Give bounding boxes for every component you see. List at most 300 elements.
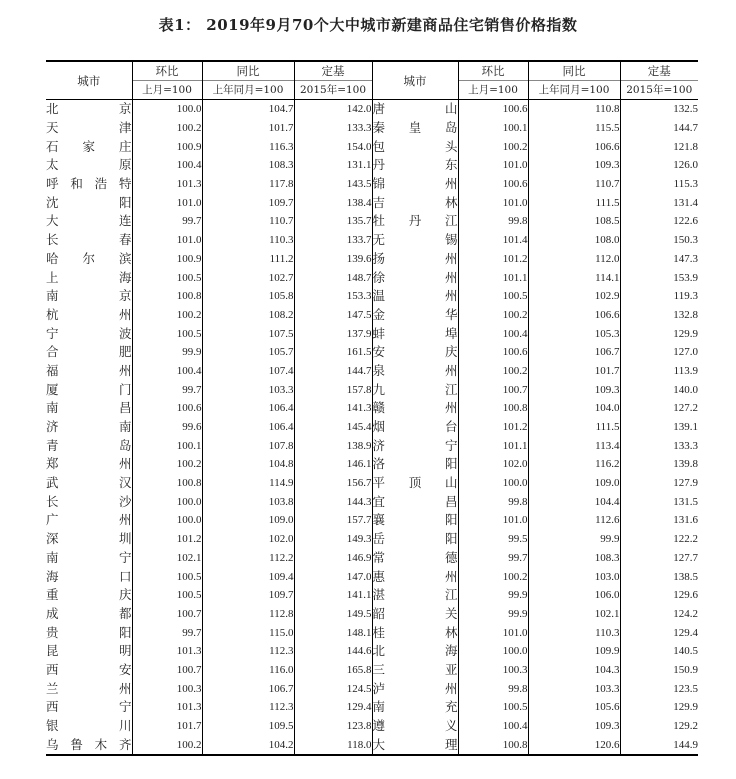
- right-city-cell: 济宁: [372, 436, 458, 455]
- right-city-cell: 岳阳: [372, 530, 458, 549]
- left-city-cell: 天津: [46, 120, 132, 136]
- left-mom-cell: 99.9: [132, 343, 202, 362]
- left-mom-cell: 99.7: [132, 380, 202, 399]
- left-fixed-cell: 146.1: [294, 455, 372, 474]
- left-mom-cell: 100.1: [132, 436, 202, 455]
- right-fixed-cell: 127.7: [620, 549, 698, 568]
- left-city-cell: 呼和浩特: [46, 176, 132, 192]
- left-fixed-cell: 147.5: [294, 306, 372, 325]
- left-mom-cell: 100.4: [132, 156, 202, 175]
- table-row: [46, 735, 698, 755]
- right-city-cell: 北海: [372, 642, 458, 661]
- left-mom-cell: 100.2: [132, 455, 202, 474]
- left-yoy-cell: 109.4: [202, 567, 294, 586]
- right-city-cell: 韶关: [372, 605, 458, 624]
- left-city-cell: 大连: [46, 213, 132, 229]
- table-row: [46, 474, 698, 493]
- right-mom-cell: 99.8: [458, 492, 528, 511]
- left-mom-cell: 99.6: [132, 418, 202, 437]
- left-city-cell: 杭州: [46, 306, 132, 322]
- right-mom-cell: 101.0: [458, 156, 528, 175]
- left-yoy-cell: 109.5: [202, 717, 294, 736]
- right-yoy-cell: 101.7: [528, 362, 620, 381]
- right-mom-cell: 101.1: [458, 268, 528, 287]
- table-row: [46, 343, 698, 362]
- table-row: [46, 119, 698, 138]
- header-fixed-left: 定基: [294, 61, 372, 81]
- left-yoy-cell: 106.4: [202, 399, 294, 418]
- left-city-cell: 郑州: [46, 456, 132, 472]
- left-mom-cell: 101.3: [132, 175, 202, 194]
- right-city-cell: 三亚: [372, 661, 458, 680]
- right-mom-cell: 100.2: [458, 137, 528, 156]
- right-yoy-cell: 102.9: [528, 287, 620, 306]
- left-mom-cell: 99.7: [132, 212, 202, 231]
- left-fixed-cell: 148.7: [294, 268, 372, 287]
- right-yoy-cell: 113.4: [528, 436, 620, 455]
- header-mom-base-right: 上月=100: [458, 81, 528, 100]
- table-row: [46, 623, 698, 642]
- header-fixed-base-right: 2015年=100: [620, 81, 698, 100]
- right-city-cell: 唐山: [372, 100, 458, 119]
- left-mom-cell: 100.9: [132, 250, 202, 269]
- table-row: [46, 492, 698, 511]
- right-city-cell: 锦州: [372, 175, 458, 194]
- left-yoy-cell: 116.3: [202, 137, 294, 156]
- right-city-cell: 徐州: [372, 268, 458, 287]
- right-mom-cell: 100.4: [458, 324, 528, 343]
- right-mom-cell: 101.0: [458, 623, 528, 642]
- table-row: [46, 642, 698, 661]
- left-fixed-cell: 139.6: [294, 250, 372, 269]
- right-yoy-cell: 115.5: [528, 119, 620, 138]
- left-yoy-cell: 104.8: [202, 455, 294, 474]
- table-row: [46, 567, 698, 586]
- table-row: [46, 362, 698, 381]
- left-yoy-cell: 108.3: [202, 156, 294, 175]
- left-city-cell: 北京: [46, 101, 132, 117]
- left-yoy-cell: 104.2: [202, 735, 294, 755]
- left-mom-cell: 100.3: [132, 679, 202, 698]
- header-yoy-left: 同比: [202, 61, 294, 81]
- left-city-cell: 深圳: [46, 531, 132, 547]
- right-city-cell: 无锡: [372, 231, 458, 250]
- table-row: [46, 399, 698, 418]
- left-yoy-cell: 106.7: [202, 679, 294, 698]
- left-mom-cell: 99.7: [132, 623, 202, 642]
- left-yoy-cell: 102.7: [202, 268, 294, 287]
- right-yoy-cell: 108.5: [528, 212, 620, 231]
- left-city-cell: 海口: [46, 568, 132, 584]
- left-yoy-cell: 109.7: [202, 586, 294, 605]
- left-fixed-cell: 141.3: [294, 399, 372, 418]
- left-fixed-cell: 148.1: [294, 623, 372, 642]
- left-city-cell: 哈尔滨: [46, 250, 132, 266]
- left-city-cell: 长春: [46, 232, 132, 248]
- right-mom-cell: 99.9: [458, 605, 528, 624]
- right-mom-cell: 99.7: [458, 549, 528, 568]
- right-yoy-cell: 108.3: [528, 549, 620, 568]
- right-mom-cell: 100.2: [458, 567, 528, 586]
- right-fixed-cell: 150.3: [620, 231, 698, 250]
- left-fixed-cell: 145.4: [294, 418, 372, 437]
- left-yoy-cell: 105.8: [202, 287, 294, 306]
- left-yoy-cell: 112.3: [202, 698, 294, 717]
- right-fixed-cell: 140.5: [620, 642, 698, 661]
- left-fixed-cell: 141.1: [294, 586, 372, 605]
- left-fixed-cell: 157.8: [294, 380, 372, 399]
- left-fixed-cell: 138.4: [294, 193, 372, 212]
- right-yoy-cell: 102.1: [528, 605, 620, 624]
- left-city-cell: 合肥: [46, 344, 132, 360]
- left-yoy-cell: 112.2: [202, 549, 294, 568]
- left-fixed-cell: 147.0: [294, 567, 372, 586]
- left-city-cell: 重庆: [46, 587, 132, 603]
- left-mom-cell: 101.0: [132, 193, 202, 212]
- header-mom-base-left: 上月=100: [132, 81, 202, 100]
- left-mom-cell: 100.0: [132, 100, 202, 119]
- right-yoy-cell: 104.3: [528, 661, 620, 680]
- left-mom-cell: 100.7: [132, 605, 202, 624]
- table-row: [46, 212, 698, 231]
- left-yoy-cell: 109.0: [202, 511, 294, 530]
- left-mom-cell: 100.9: [132, 137, 202, 156]
- left-fixed-cell: 144.6: [294, 642, 372, 661]
- table-row: [46, 268, 698, 287]
- left-yoy-cell: 102.0: [202, 530, 294, 549]
- left-fixed-cell: 135.7: [294, 212, 372, 231]
- left-yoy-cell: 107.5: [202, 324, 294, 343]
- right-mom-cell: 101.2: [458, 250, 528, 269]
- right-mom-cell: 100.4: [458, 717, 528, 736]
- left-mom-cell: 101.7: [132, 717, 202, 736]
- left-yoy-cell: 106.4: [202, 418, 294, 437]
- right-yoy-cell: 111.5: [528, 418, 620, 437]
- header-yoy-base-left: 上年同月=100: [202, 81, 294, 100]
- left-mom-cell: 102.1: [132, 549, 202, 568]
- left-city-cell: 福州: [46, 362, 132, 378]
- table-title: 表1： 2019年9月70个大中城市新建商品住宅销售价格指数: [158, 16, 578, 34]
- right-fixed-cell: 133.3: [620, 436, 698, 455]
- left-city-cell: 贵阳: [46, 624, 132, 640]
- left-fixed-cell: 149.3: [294, 530, 372, 549]
- left-fixed-cell: 123.8: [294, 717, 372, 736]
- right-fixed-cell: 122.6: [620, 212, 698, 231]
- left-mom-cell: 101.3: [132, 642, 202, 661]
- right-fixed-cell: 121.8: [620, 137, 698, 156]
- right-fixed-cell: 132.5: [620, 100, 698, 119]
- left-city-cell: 成都: [46, 605, 132, 621]
- left-mom-cell: 100.7: [132, 661, 202, 680]
- right-mom-cell: 100.7: [458, 380, 528, 399]
- right-fixed-cell: 140.0: [620, 380, 698, 399]
- right-city-cell: 丹东: [372, 156, 458, 175]
- right-city-cell: 牡丹江: [372, 212, 458, 231]
- left-city-cell: 青岛: [46, 437, 132, 453]
- right-city-cell: 吉林: [372, 193, 458, 212]
- right-city-cell: 惠州: [372, 567, 458, 586]
- right-mom-cell: 100.8: [458, 399, 528, 418]
- table-body: [46, 100, 698, 756]
- left-city-cell: 厦门: [46, 381, 132, 397]
- left-yoy-cell: 104.7: [202, 100, 294, 119]
- table-row: [46, 549, 698, 568]
- right-mom-cell: 101.2: [458, 418, 528, 437]
- right-yoy-cell: 112.0: [528, 250, 620, 269]
- table-row: [46, 679, 698, 698]
- left-city-cell: 银川: [46, 718, 132, 734]
- right-city-cell: 南充: [372, 698, 458, 717]
- left-city-cell: 南京: [46, 288, 132, 304]
- right-fixed-cell: 131.6: [620, 511, 698, 530]
- table-row: [46, 231, 698, 250]
- left-mom-cell: 100.4: [132, 362, 202, 381]
- table-row: [46, 530, 698, 549]
- right-yoy-cell: 112.6: [528, 511, 620, 530]
- left-city-cell: 乌鲁木齐: [46, 736, 132, 752]
- right-mom-cell: 101.0: [458, 511, 528, 530]
- right-city-cell: 大理: [372, 735, 458, 755]
- table-row: [46, 661, 698, 680]
- left-mom-cell: 100.6: [132, 399, 202, 418]
- header-mom-right: 环比: [458, 61, 528, 81]
- right-mom-cell: 100.1: [458, 119, 528, 138]
- right-yoy-cell: 109.3: [528, 156, 620, 175]
- right-mom-cell: 100.6: [458, 175, 528, 194]
- left-yoy-cell: 117.8: [202, 175, 294, 194]
- right-fixed-cell: 129.2: [620, 717, 698, 736]
- right-fixed-cell: 129.6: [620, 586, 698, 605]
- table-row: [46, 605, 698, 624]
- right-city-cell: 赣州: [372, 399, 458, 418]
- right-yoy-cell: 110.3: [528, 623, 620, 642]
- right-mom-cell: 101.1: [458, 436, 528, 455]
- left-yoy-cell: 110.7: [202, 212, 294, 231]
- left-mom-cell: 100.5: [132, 586, 202, 605]
- right-yoy-cell: 104.0: [528, 399, 620, 418]
- right-mom-cell: 100.0: [458, 642, 528, 661]
- left-city-cell: 宁波: [46, 325, 132, 341]
- left-mom-cell: 100.0: [132, 492, 202, 511]
- right-city-cell: 洛阳: [372, 455, 458, 474]
- left-fixed-cell: 144.3: [294, 492, 372, 511]
- right-city-cell: 安庆: [372, 343, 458, 362]
- right-fixed-cell: 124.2: [620, 605, 698, 624]
- right-city-cell: 秦皇岛: [372, 119, 458, 138]
- header-city-right: 城市: [372, 61, 458, 100]
- left-city-cell: 广州: [46, 512, 132, 528]
- right-mom-cell: 99.5: [458, 530, 528, 549]
- right-city-cell: 泉州: [372, 362, 458, 381]
- right-mom-cell: 101.0: [458, 193, 528, 212]
- right-fixed-cell: 129.4: [620, 623, 698, 642]
- right-mom-cell: 100.5: [458, 287, 528, 306]
- left-mom-cell: 101.0: [132, 231, 202, 250]
- header-fixed-right: 定基: [620, 61, 698, 81]
- left-city-cell: 沈阳: [46, 194, 132, 210]
- left-city-cell: 济南: [46, 419, 132, 435]
- left-mom-cell: 100.8: [132, 287, 202, 306]
- right-mom-cell: 101.4: [458, 231, 528, 250]
- right-city-cell: 包头: [372, 137, 458, 156]
- table-row: [46, 306, 698, 325]
- header-yoy-right: 同比: [528, 61, 620, 81]
- right-yoy-cell: 116.2: [528, 455, 620, 474]
- right-fixed-cell: 131.4: [620, 193, 698, 212]
- right-mom-cell: 99.8: [458, 212, 528, 231]
- table-row: [46, 380, 698, 399]
- table-row: [46, 586, 698, 605]
- left-city-cell: 南宁: [46, 549, 132, 565]
- table-row: [46, 250, 698, 269]
- left-fixed-cell: 153.3: [294, 287, 372, 306]
- right-fixed-cell: 144.7: [620, 119, 698, 138]
- left-yoy-cell: 107.4: [202, 362, 294, 381]
- left-mom-cell: 100.5: [132, 567, 202, 586]
- left-yoy-cell: 109.7: [202, 193, 294, 212]
- table-row: [46, 418, 698, 437]
- right-city-cell: 平顶山: [372, 474, 458, 493]
- left-yoy-cell: 108.2: [202, 306, 294, 325]
- left-yoy-cell: 105.7: [202, 343, 294, 362]
- right-yoy-cell: 110.8: [528, 100, 620, 119]
- left-mom-cell: 100.2: [132, 735, 202, 755]
- left-city-cell: 石家庄: [46, 138, 132, 154]
- left-fixed-cell: 133.3: [294, 119, 372, 138]
- left-yoy-cell: 101.7: [202, 119, 294, 138]
- right-mom-cell: 100.2: [458, 306, 528, 325]
- right-city-cell: 金华: [372, 306, 458, 325]
- right-city-cell: 常德: [372, 549, 458, 568]
- left-fixed-cell: 157.7: [294, 511, 372, 530]
- right-fixed-cell: 131.5: [620, 492, 698, 511]
- right-fixed-cell: 122.2: [620, 530, 698, 549]
- left-city-cell: 昆明: [46, 643, 132, 659]
- left-mom-cell: 100.8: [132, 474, 202, 493]
- right-yoy-cell: 120.6: [528, 735, 620, 755]
- right-yoy-cell: 114.1: [528, 268, 620, 287]
- right-city-cell: 温州: [372, 287, 458, 306]
- right-fixed-cell: 129.9: [620, 324, 698, 343]
- left-fixed-cell: 154.0: [294, 137, 372, 156]
- left-mom-cell: 100.2: [132, 119, 202, 138]
- left-fixed-cell: 143.5: [294, 175, 372, 194]
- left-mom-cell: 101.2: [132, 530, 202, 549]
- left-yoy-cell: 110.3: [202, 231, 294, 250]
- right-city-cell: 湛江: [372, 586, 458, 605]
- right-city-cell: 泸州: [372, 679, 458, 698]
- right-city-cell: 烟台: [372, 418, 458, 437]
- left-fixed-cell: 165.8: [294, 661, 372, 680]
- right-fixed-cell: 153.9: [620, 268, 698, 287]
- left-fixed-cell: 129.4: [294, 698, 372, 717]
- right-mom-cell: 102.0: [458, 455, 528, 474]
- left-fixed-cell: 156.7: [294, 474, 372, 493]
- right-fixed-cell: 147.3: [620, 250, 698, 269]
- right-fixed-cell: 123.5: [620, 679, 698, 698]
- right-yoy-cell: 111.5: [528, 193, 620, 212]
- table-row: [46, 698, 698, 717]
- right-fixed-cell: 129.9: [620, 698, 698, 717]
- left-yoy-cell: 114.9: [202, 474, 294, 493]
- right-fixed-cell: 127.2: [620, 399, 698, 418]
- right-fixed-cell: 126.0: [620, 156, 698, 175]
- right-yoy-cell: 108.0: [528, 231, 620, 250]
- left-city-cell: 太原: [46, 157, 132, 173]
- left-city-cell: 长沙: [46, 493, 132, 509]
- left-fixed-cell: 124.5: [294, 679, 372, 698]
- right-yoy-cell: 106.7: [528, 343, 620, 362]
- right-fixed-cell: 150.9: [620, 661, 698, 680]
- right-yoy-cell: 103.3: [528, 679, 620, 698]
- left-yoy-cell: 103.3: [202, 380, 294, 399]
- left-fixed-cell: 138.9: [294, 436, 372, 455]
- right-mom-cell: 100.5: [458, 698, 528, 717]
- right-fixed-cell: 113.9: [620, 362, 698, 381]
- right-fixed-cell: 132.8: [620, 306, 698, 325]
- right-yoy-cell: 105.3: [528, 324, 620, 343]
- left-mom-cell: 100.5: [132, 324, 202, 343]
- right-fixed-cell: 139.8: [620, 455, 698, 474]
- left-fixed-cell: 131.1: [294, 156, 372, 175]
- left-fixed-cell: 133.7: [294, 231, 372, 250]
- table-row: [46, 436, 698, 455]
- left-city-cell: 南昌: [46, 400, 132, 416]
- table-row: [46, 287, 698, 306]
- right-mom-cell: 100.8: [458, 735, 528, 755]
- right-yoy-cell: 104.4: [528, 492, 620, 511]
- right-city-cell: 蚌埠: [372, 324, 458, 343]
- left-city-cell: 武汉: [46, 475, 132, 491]
- header-city-left: 城市: [46, 61, 132, 100]
- table-row: [46, 193, 698, 212]
- left-city-cell: 西宁: [46, 699, 132, 715]
- right-yoy-cell: 109.3: [528, 717, 620, 736]
- table-row: [46, 100, 698, 119]
- left-yoy-cell: 103.8: [202, 492, 294, 511]
- left-mom-cell: 100.0: [132, 511, 202, 530]
- right-yoy-cell: 103.0: [528, 567, 620, 586]
- left-city-cell: 西安: [46, 661, 132, 677]
- right-fixed-cell: 139.1: [620, 418, 698, 437]
- right-mom-cell: 99.9: [458, 586, 528, 605]
- left-fixed-cell: 146.9: [294, 549, 372, 568]
- left-fixed-cell: 137.9: [294, 324, 372, 343]
- right-mom-cell: 100.6: [458, 343, 528, 362]
- right-fixed-cell: 119.3: [620, 287, 698, 306]
- right-yoy-cell: 109.9: [528, 642, 620, 661]
- table-row: [46, 137, 698, 156]
- right-city-cell: 桂林: [372, 623, 458, 642]
- table-row: [46, 717, 698, 736]
- right-fixed-cell: 127.0: [620, 343, 698, 362]
- right-yoy-cell: 109.0: [528, 474, 620, 493]
- left-yoy-cell: 112.3: [202, 642, 294, 661]
- right-city-cell: 遵义: [372, 717, 458, 736]
- right-fixed-cell: 115.3: [620, 175, 698, 194]
- right-city-cell: 宜昌: [372, 492, 458, 511]
- right-city-cell: 襄阳: [372, 511, 458, 530]
- left-fixed-cell: 161.5: [294, 343, 372, 362]
- table-row: [46, 175, 698, 194]
- left-mom-cell: 100.2: [132, 306, 202, 325]
- header-fixed-base-left: 2015年=100: [294, 81, 372, 100]
- left-city-cell: 上海: [46, 269, 132, 285]
- right-yoy-cell: 99.9: [528, 530, 620, 549]
- right-fixed-cell: 127.9: [620, 474, 698, 493]
- right-fixed-cell: 144.9: [620, 735, 698, 755]
- header-mom-left: 环比: [132, 61, 202, 81]
